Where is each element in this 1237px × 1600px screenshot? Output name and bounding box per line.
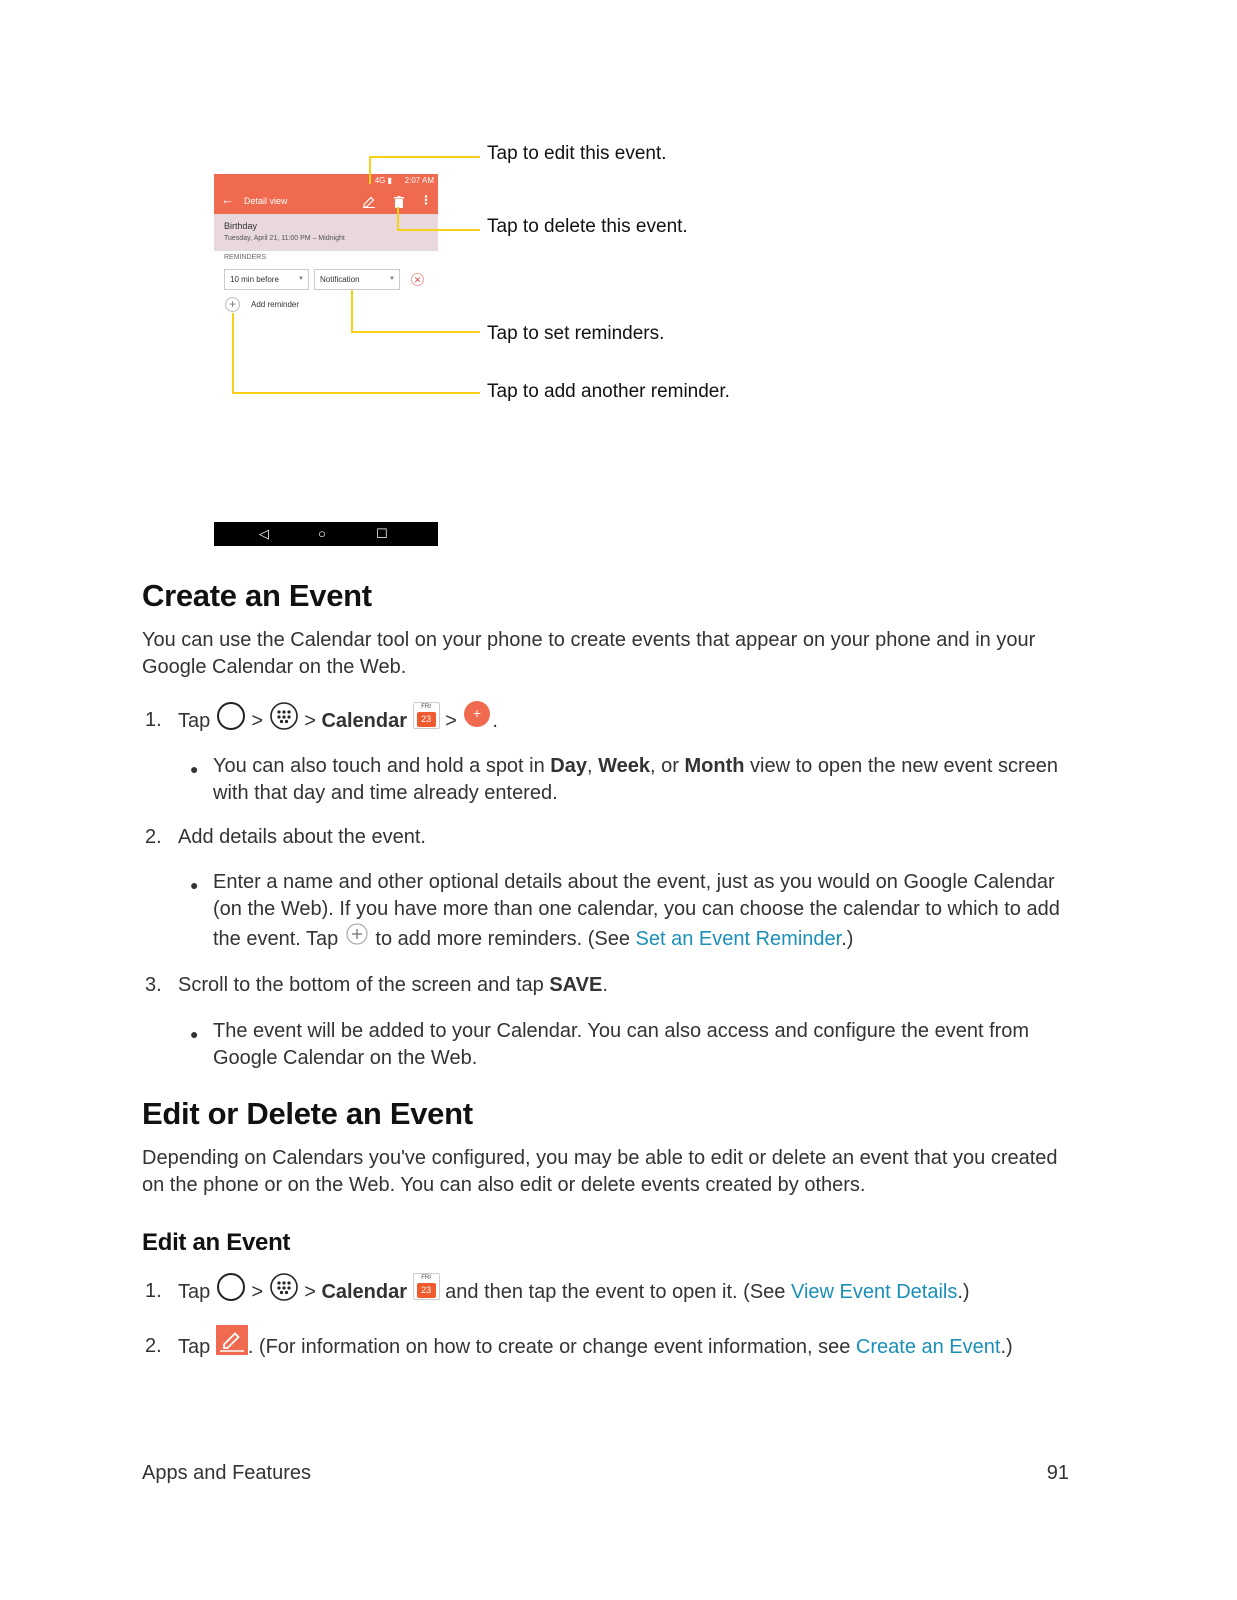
apps-grid-icon: [269, 1272, 299, 1308]
step-number: 3.: [145, 974, 162, 996]
calendar-icon-date: 23: [417, 1283, 436, 1298]
step-number: 1.: [145, 709, 162, 731]
create-intro: You can use the Calendar tool on your phone to create events that appear on your phone and in your Google Calendar on the Web.: [142, 629, 1036, 678]
link-create-event[interactable]: Create an Event: [855, 1336, 1001, 1358]
step-text: and then tap the event to open it. (See: [439, 1281, 791, 1303]
callout-set: Tap to set reminders.: [487, 323, 665, 344]
step-text: Tap: [178, 1336, 211, 1358]
callout-line-add: [232, 392, 480, 394]
callout-line-set: [351, 290, 353, 333]
calendar-icon-weekday: FRI: [421, 704, 431, 710]
separator: >: [251, 1281, 264, 1303]
heading-create-event: Create an Event: [142, 578, 372, 613]
create-bullet-1: You can also touch and hold a spot in Day, Week, or Month view to open the new event screen with that day and time already entered.: [213, 755, 1058, 804]
heading-edit-delete: Edit or Delete an Event: [142, 1096, 473, 1131]
calendar-app-label: Calendar: [321, 710, 408, 732]
calendar-app-icon: [413, 1273, 440, 1300]
dropdown-caret-icon: ▼: [389, 276, 395, 282]
edit-step-2: [178, 1325, 1013, 1363]
step-end: .): [957, 1281, 970, 1303]
svg-text:+: +: [472, 707, 483, 720]
callout-line-add: [232, 313, 234, 394]
callout-line-delete: [397, 229, 480, 231]
footer-section: Apps and Features: [142, 1462, 311, 1484]
create-bullet-2: Enter a name and other optional details about the event, just as you would on Google Calendar (on the Web). If you have more than one calendar, you can choose the calendar to which to add the event. Tap to add more reminders. (See Set an Event Reminder.): [213, 869, 1073, 957]
calendar-app-icon: [413, 702, 440, 729]
subheading-edit-event: Edit an Event: [142, 1229, 291, 1256]
page-number: 91: [1046, 1462, 1069, 1484]
separator: >: [304, 710, 316, 732]
step-number: 2.: [145, 1335, 162, 1357]
step-number: 2.: [145, 826, 162, 848]
add-reminder-icon[interactable]: +: [225, 297, 240, 312]
plus-circle-icon: [344, 923, 370, 957]
reminder-time-value: 10 min before: [230, 275, 279, 284]
add-reminder-label[interactable]: Add reminder: [251, 300, 300, 309]
create-step-3: Scroll to the bottom of the screen and tap SAVE.: [178, 974, 608, 996]
event-summary: [214, 214, 438, 251]
edit-pencil-icon[interactable]: [363, 195, 375, 213]
edit-pencil-icon: [216, 1325, 248, 1363]
step-number: 1.: [145, 1280, 162, 1302]
edit-delete-intro: Depending on Calendars you've configured, you may be able to edit or delete an event that you created on the phone or on the Web. You can also edit or delete events created by others.: [142, 1147, 1058, 1196]
step-text: Tap: [178, 710, 211, 732]
create-bullet-3: The event will be added to your Calendar. You can also access and configure the event from Google Calendar on the Web.: [213, 1020, 1030, 1069]
callout-line-edit: [369, 156, 480, 158]
calendar-app-label: Calendar: [321, 1281, 408, 1303]
callout-delete: Tap to delete this event.: [487, 216, 688, 237]
more-options-icon[interactable]: ⋮: [420, 193, 432, 207]
link-set-event-reminder[interactable]: Set an Event Reminder: [635, 928, 842, 950]
dropdown-caret-icon: ▼: [298, 276, 304, 282]
create-step-2: Add details about the event.: [178, 826, 426, 848]
back-arrow-icon[interactable]: ←: [221, 192, 234, 207]
separator: >: [251, 710, 264, 732]
separator: >: [304, 1281, 316, 1303]
step-text: . (For information on how to create or change event information, see: [247, 1336, 856, 1358]
reminder-type-value: Notification: [320, 275, 360, 284]
reminders-heading: REMINDERS: [224, 254, 267, 261]
edit-step-1: [178, 1272, 970, 1308]
back-icon[interactable]: ◁: [259, 526, 269, 541]
callout-line-edit: [369, 156, 371, 184]
remove-reminder-icon[interactable]: ✕: [411, 273, 424, 286]
step-end: .: [492, 710, 498, 732]
callout-line-delete: [397, 207, 399, 231]
calendar-icon-weekday: FRI: [421, 1275, 431, 1281]
step-end: .): [1000, 1336, 1013, 1358]
detail-view-screenshot: [214, 174, 438, 314]
home-icon[interactable]: ○: [318, 526, 326, 541]
app-bar-title: Detail view: [244, 196, 288, 206]
delete-trash-icon[interactable]: [394, 195, 404, 213]
status-time: 2:07 AM: [404, 176, 434, 185]
bullet-dot: ●: [190, 1026, 199, 1042]
home-button-icon: [216, 701, 246, 737]
reminder-time-select[interactable]: [224, 269, 309, 290]
step-text: Tap: [178, 1281, 211, 1303]
phone-nav-bar: [214, 522, 438, 546]
bullet-dot: ●: [190, 877, 199, 893]
link-view-event-details[interactable]: View Event Details: [790, 1281, 958, 1303]
event-time: Tuesday, April 21, 11:00 PM – Midnight: [224, 235, 345, 242]
calendar-icon-date: 23: [417, 712, 436, 727]
apps-grid-icon: [269, 701, 299, 737]
callout-line-set: [351, 331, 480, 333]
app-bar: [214, 188, 438, 214]
callout-edit: Tap to edit this event.: [487, 143, 667, 164]
add-event-icon: [462, 701, 492, 737]
separator: >: [445, 710, 457, 732]
callout-add: Tap to add another reminder.: [487, 381, 730, 402]
signal-battery-icons: 4G ▮: [374, 176, 392, 185]
create-step-1: [178, 701, 498, 737]
bullet-dot: ●: [190, 761, 199, 777]
event-title: Birthday: [224, 221, 258, 231]
reminder-type-select[interactable]: [314, 269, 400, 290]
recents-icon[interactable]: ☐: [376, 526, 388, 541]
home-button-icon: [216, 1272, 246, 1308]
status-bar: [214, 174, 438, 188]
